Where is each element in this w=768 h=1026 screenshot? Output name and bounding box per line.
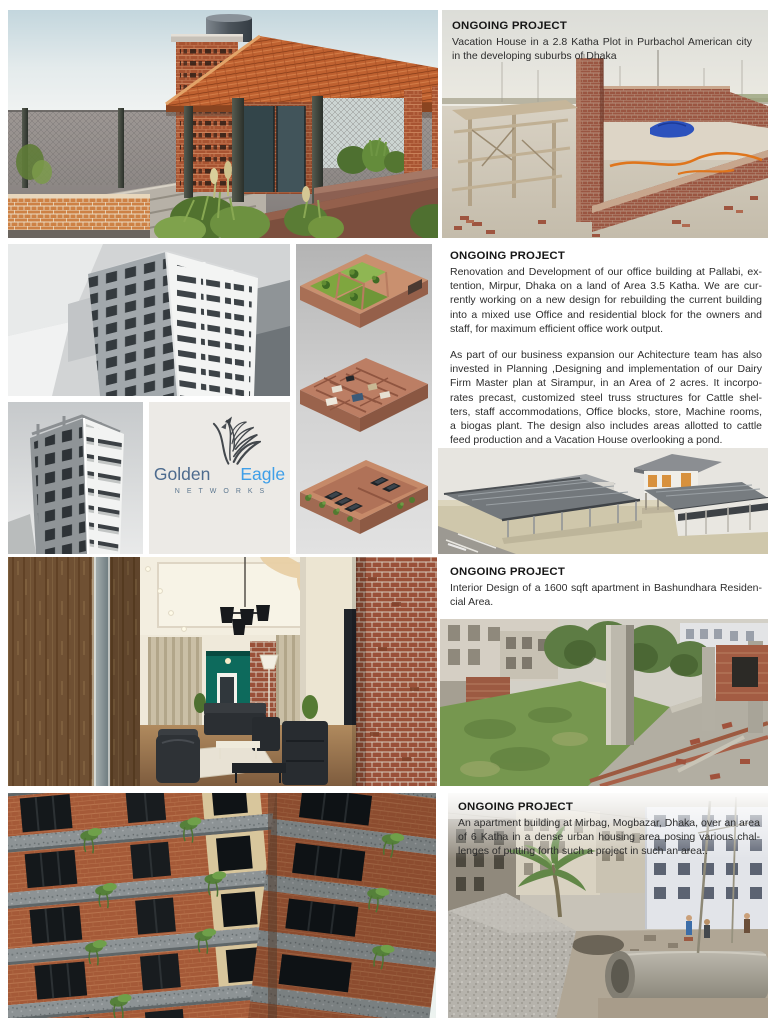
project-description: Interior Design of a 1600 sqft apartment in Bashundhara Residen- cial Area. — [450, 582, 762, 609]
purbachol-site-photo — [442, 10, 768, 238]
dairy-farm-illustration — [438, 448, 768, 554]
office-tower-render — [8, 402, 143, 554]
interior-illustration — [8, 557, 437, 786]
floor-plans-render — [296, 244, 432, 554]
logo-wordmark — [149, 464, 290, 485]
office-aerial-render — [8, 244, 290, 396]
project-description: Vacation House in a 2.8 Katha Plot in Purbachol American city in the developing suburbs of Dhaka — [452, 36, 752, 63]
project-caption-mirbag — [458, 801, 760, 859]
dairy-farm-render — [438, 448, 768, 554]
project-heading: ONGOING PROJECT — [450, 250, 566, 262]
bashundhara-site-photo — [440, 619, 768, 786]
eagle-icon — [203, 412, 261, 470]
mirbag-site-photo — [448, 793, 768, 1018]
project-heading: ONGOING PROJECT — [458, 801, 574, 813]
logo-word-golden: Golden — [153, 464, 211, 484]
project-description-para1: Renovation and Development of our office building at Pallabi, ex- tention, Mirpur, Dhaka on a land of Area 3.5 Katha. We are cur- rently working on a new design for rebuilding the current building into a mixed use Office and residential block for the owners and staff, for maximum efficient office work output. — [450, 266, 762, 335]
project-caption-pallabi — [450, 250, 762, 447]
project-description: An apartment building at Mirbag, Mogbazar, Dhaka, over an area of 6 Katha in a dense urban housing area posing various chal- lenges of putting forth such a project in such an area.. — [458, 817, 760, 858]
office-tower-illustration — [8, 402, 143, 554]
apartment-facade-render — [8, 793, 436, 1018]
vacation-house-render — [8, 10, 438, 238]
logo-word-eagle: Eagle — [240, 464, 286, 484]
project-caption-purbachol — [452, 20, 752, 63]
project-heading: ONGOING PROJECT — [450, 566, 566, 578]
apartment-facade-illustration — [8, 793, 436, 1018]
office-aerial-illustration — [8, 244, 290, 396]
floor-plans-illustration — [296, 244, 432, 554]
project-caption-bashundhara — [450, 566, 762, 609]
bashundhara-site-illustration — [440, 619, 768, 786]
vacation-house-illustration — [8, 10, 438, 238]
interior-render — [8, 557, 437, 786]
project-heading: ONGOING PROJECT — [452, 20, 568, 32]
logo-word-networks: NETWORKS — [174, 488, 272, 495]
golden-eagle-logo — [149, 402, 290, 554]
project-description-para2: As part of our business expansion our Achitecture team has also invested in Planning ,Designing and implementation of our Dairy Firm Master plan at Sirampur, in an Area of 2 acres. It incorpo- rates precast, customized steel truss structures for Cattle shel- ters, staff accommodations, Office blocks, store, Machine rooms, a biogas plant. The design also includes areas allotted to cattle feed production and a Vacation House overlooking a pond. — [450, 349, 762, 447]
